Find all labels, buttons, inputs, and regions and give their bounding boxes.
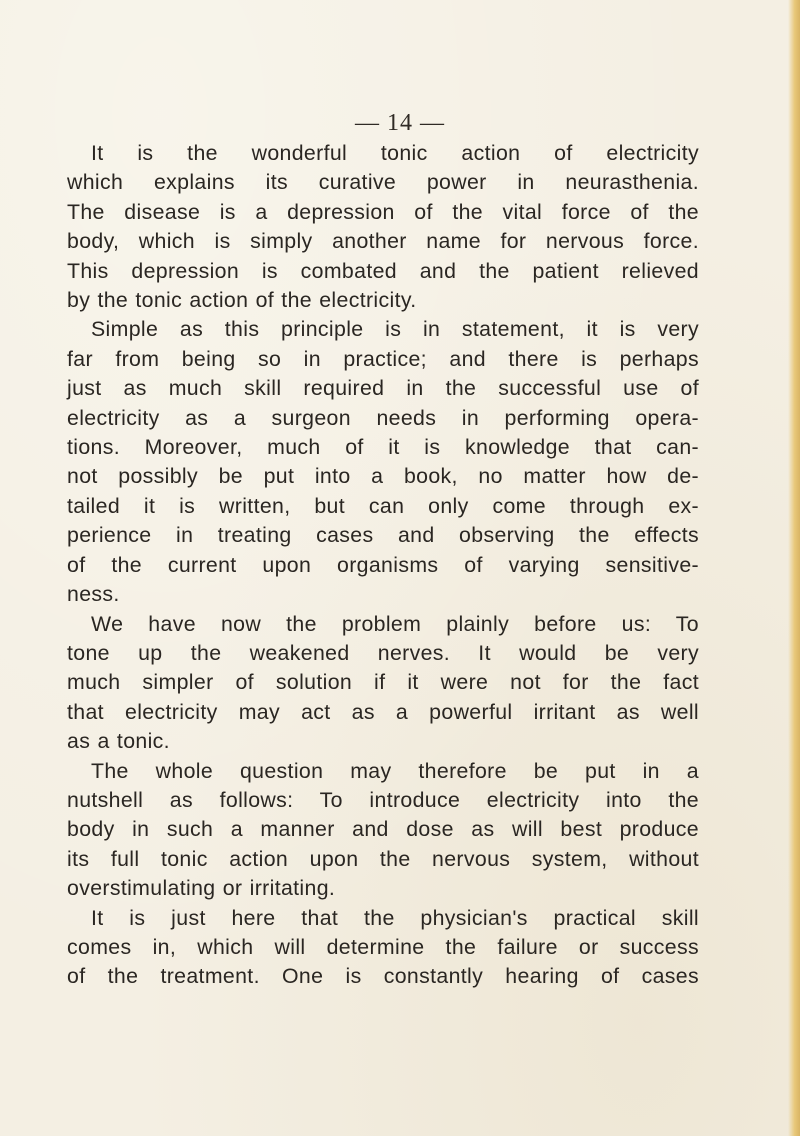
text-line: comes in, which will determine the failure or success [67, 934, 699, 959]
text-line: just as much skill required in the successful use of [67, 376, 699, 401]
paragraph [67, 610, 699, 757]
page-edge [788, 0, 800, 1136]
text-line: much simpler of solution if it were not for the fact [67, 670, 699, 695]
text-line: its full tonic action upon the nervous system, without [67, 846, 699, 871]
text-line: by the tonic action of the electricity. [67, 288, 417, 313]
paragraph [67, 139, 699, 315]
text-line: far from being so in practice; and there is perhaps [67, 346, 699, 371]
text-line: This depression is combated and the patient relieved [67, 258, 699, 283]
text-line: The disease is a depression of the vital force of the [67, 199, 699, 224]
text-line: body in such a manner and dose as will best produce [67, 817, 699, 842]
text-line: It is just here that the physician's practical skill [91, 905, 699, 930]
text-line: tailed it is written, but can only come through ex- [67, 493, 699, 518]
text-line: tions. Moreover, much of it is knowledge that can- [67, 435, 699, 460]
text-line: electricity as a surgeon needs in performing opera- [67, 405, 699, 430]
text-line: which explains its curative power in neurasthenia. [67, 170, 699, 195]
text-line: nutshell as follows: To introduce electricity into the [67, 787, 699, 812]
text-line: as a tonic. [67, 729, 170, 754]
body-text [67, 139, 699, 992]
text-line: It is the wonderful tonic action of electricity [91, 141, 699, 165]
text-line: ness. [67, 582, 120, 607]
text-line: Simple as this principle is in statement, it is very [91, 317, 699, 342]
text-line: We have now the problem plainly before us: To [91, 611, 699, 636]
text-line: The whole question may therefore be put in a [91, 758, 699, 783]
paragraph [67, 315, 699, 609]
text-line: that electricity may act as a powerful irritant as well [67, 699, 699, 724]
paragraph [67, 757, 699, 904]
text-line: perience in treating cases and observing the effects [67, 523, 699, 548]
text-line: of the current upon organisms of varying sensitive- [67, 552, 699, 577]
text-line: body, which is simply another name for nervous force. [67, 229, 699, 254]
page-number: — 14 — [355, 110, 445, 136]
text-line: not possibly be put into a book, no matter how de- [67, 464, 699, 489]
text-line: of the treatment. One is constantly hearing of cases [67, 964, 699, 989]
paragraph [67, 904, 699, 992]
text-line: tone up the weakened nerves. It would be very [67, 640, 699, 665]
text-line: overstimulating or irritating. [67, 876, 336, 901]
